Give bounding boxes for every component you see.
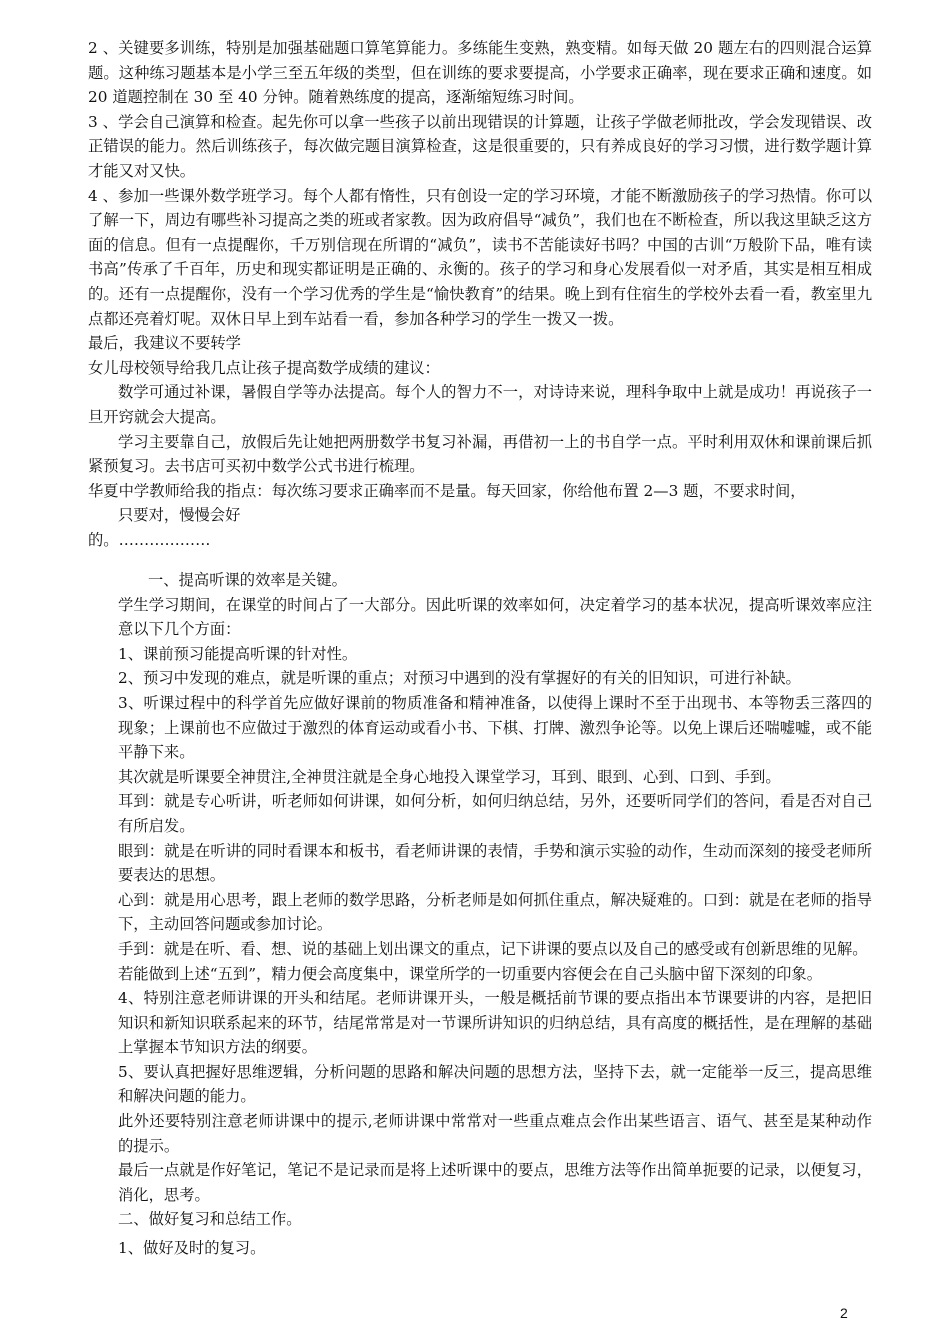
paragraph-intro: 学生学习期间，在课堂的时间占了一大部分。因此听课的效率如何，决定着学习的基本状况，提高听课效率应注意以下几个方面：	[118, 595, 872, 639]
paragraph-notes: 最后一点就是作好笔记，笔记不是记录而是将上述听课中的要点，思维方法等作出简单扼要的记录，以便复习，消化，思考。	[118, 1161, 872, 1204]
paragraph-hands: 手到：就是在听、看、想、说的基础上划出课文的重点，记下讲课的要点以及自己的感受或有创新思维的见解。	[118, 939, 868, 958]
paragraph-teacher-tip: 华夏中学教师给我的指点：每次练习要求正确率而不是量。每天回家，你给他布置 2—3 题，不要求时间，	[88, 481, 806, 500]
paragraph-advice-1: 数学可通过补课，暑假自学等办法提高。每个人的智力不一，对诗诗来说，理科争取中上就是成功！再说孩子一旦开窍就会大提高。	[88, 383, 872, 426]
section-one	[88, 36, 872, 552]
heading-listening-efficiency: 一、提高听课的效率是关键。	[148, 571, 347, 589]
paragraph-focus: 其次就是听课要全神贯注,全神贯注就是全身心地投入课堂学习，耳到、眼到、心到、口到、手到。	[118, 767, 781, 786]
page-number: 2	[840, 1305, 848, 1321]
paragraph-ellipsis: 的。………………	[88, 530, 211, 549]
heading-review: 二、做好复习和总结工作。	[118, 1210, 302, 1229]
paragraph-review-1: 1、做好及时的复习。	[118, 1239, 266, 1258]
paragraph-ears: 耳到：就是专心听讲，听老师如何讲课，如何分析，如何归纳总结，另外，还要听同学们的答问，看是否对自己有所启发。	[118, 792, 872, 835]
paragraph-point-4: 4、特别注意老师讲课的开头和结尾。老师讲课开头，一般是概括前节课的要点指出本节课要讲的内容，是把旧知识和新知识联系起来的环节，结尾常常是对一节课所讲知识的归纳总结，具有高度的概括性，是在理解的基础上掌握本节知识方法的纲要。	[118, 989, 872, 1057]
paragraph-conclusion: 最后，我建议不要转学	[88, 334, 241, 353]
paragraph-eyes: 眼到：就是在听讲的同时看课本和板书，看老师讲课的表情，手势和演示实验的动作，生动而深刻的接受老师所要表达的思想。	[118, 841, 872, 885]
paragraph-item-2: 2 、关键要多训练，特别是加强基础题口算笔算能力。多练能生变熟，熟变精。如每天做 20 题左右的四则混合运算题。这种练习题基本是小学三至五年级的类型，但在训练的要求要提高，小学要求正确率，现在要求正确和速度。如 20 道题控制在 30 至 40 分钟。随着熟练度的提高，逐渐缩短练习时间。	[88, 39, 872, 107]
paragraph-point-5: 5、要认真把握好思维逻辑，分析问题的思路和解决问题的思想方法，坚持下去，就一定能举一反三，提高思维和解决问题的能力。	[118, 1062, 872, 1106]
paragraph-heart-mouth: 心到：就是用心思考，跟上老师的数学思路，分析老师是如何抓住重点，解决疑难的。口到：就是在老师的指导下，主动回答问题或参加讨论。	[118, 890, 872, 934]
paragraph-item-3: 3 、学会自己演算和检查。起先你可以拿一些孩子以前出现错误的计算题，让孩子学做老师批改，学会发现错误、改正错误的能力。然后训练孩子，每次做完题目演算检查，这是很重要的，只有养成良好的学习习惯，进行数学题计算才能又对又快。	[88, 112, 872, 180]
paragraph-point-1: 1、课前预习能提高听课的针对性。	[118, 644, 358, 663]
paragraph-teacher-tip-cont: 只要对，慢慢会好	[118, 506, 241, 525]
paragraph-hints: 此外还要特别注意老师讲课中的提示,老师讲课中常常对一些重点难点会作出某些语言、语气、甚至是某种动作的提示。	[118, 1112, 872, 1155]
paragraph-five-to: 若能做到上述“五到”，精力便会高度集中，课堂所学的一切重要内容便会在自己头脑中留下深刻的印象。	[118, 964, 823, 983]
paragraph-advice-intro: 女儿母校领导给我几点让孩子提高数学成绩的建议：	[88, 358, 440, 377]
paragraph-point-2: 2、预习中发现的难点，就是听课的重点；对预习中遇到的没有掌握好的有关的旧知识，可进行补缺。	[118, 669, 801, 688]
paragraph-item-4: 4 、参加一些课外数学班学习。每个人都有惰性，只有创设一定的学习环境，才能不断激励孩子的学习热情。你可以了解一下，周边有哪些补习提高之类的班或者家教。因为政府倡导“减负”，我们也在不断检查，所以我这里缺乏这方面的信息。但有一点提醒你，千万别信现在所谓的“减负”，读书不苦能读好书吗？中国的古训“万般阶下品，唯有读书高”传承了千百年，历史和现实都证明是正确的、永衡的。孩子的学习和身心发展看似一对矛盾，其实是相互相成的。还有一点提醒你，没有一个学习优秀的学生是“愉快教育”的结果。晚上到有住宿生的学校外去看一看，教室里九点都还亮着灯呢。双休日早上到车站看一看，参加各种学习的学生一拨又一拨。	[88, 186, 872, 328]
paragraph-advice-2: 学习主要靠自己，放假后先让她把两册数学书复习补漏，再借初一上的书自学一点。平时利用双休和课前课后抓紧预复习。去书店可买初中数学公式书进行梳理。	[88, 432, 872, 476]
section-two	[118, 568, 872, 1261]
paragraph-point-3: 3、听课过程中的科学首先应做好课前的物质准备和精神准备，以使得上课时不至于出现书、本等物丢三落四的现象；上课前也不应做过于激烈的体育运动或看小书、下棋、打牌、激烈争论等。以免上课后还喘嘘嘘，或不能平静下来。	[118, 693, 872, 762]
